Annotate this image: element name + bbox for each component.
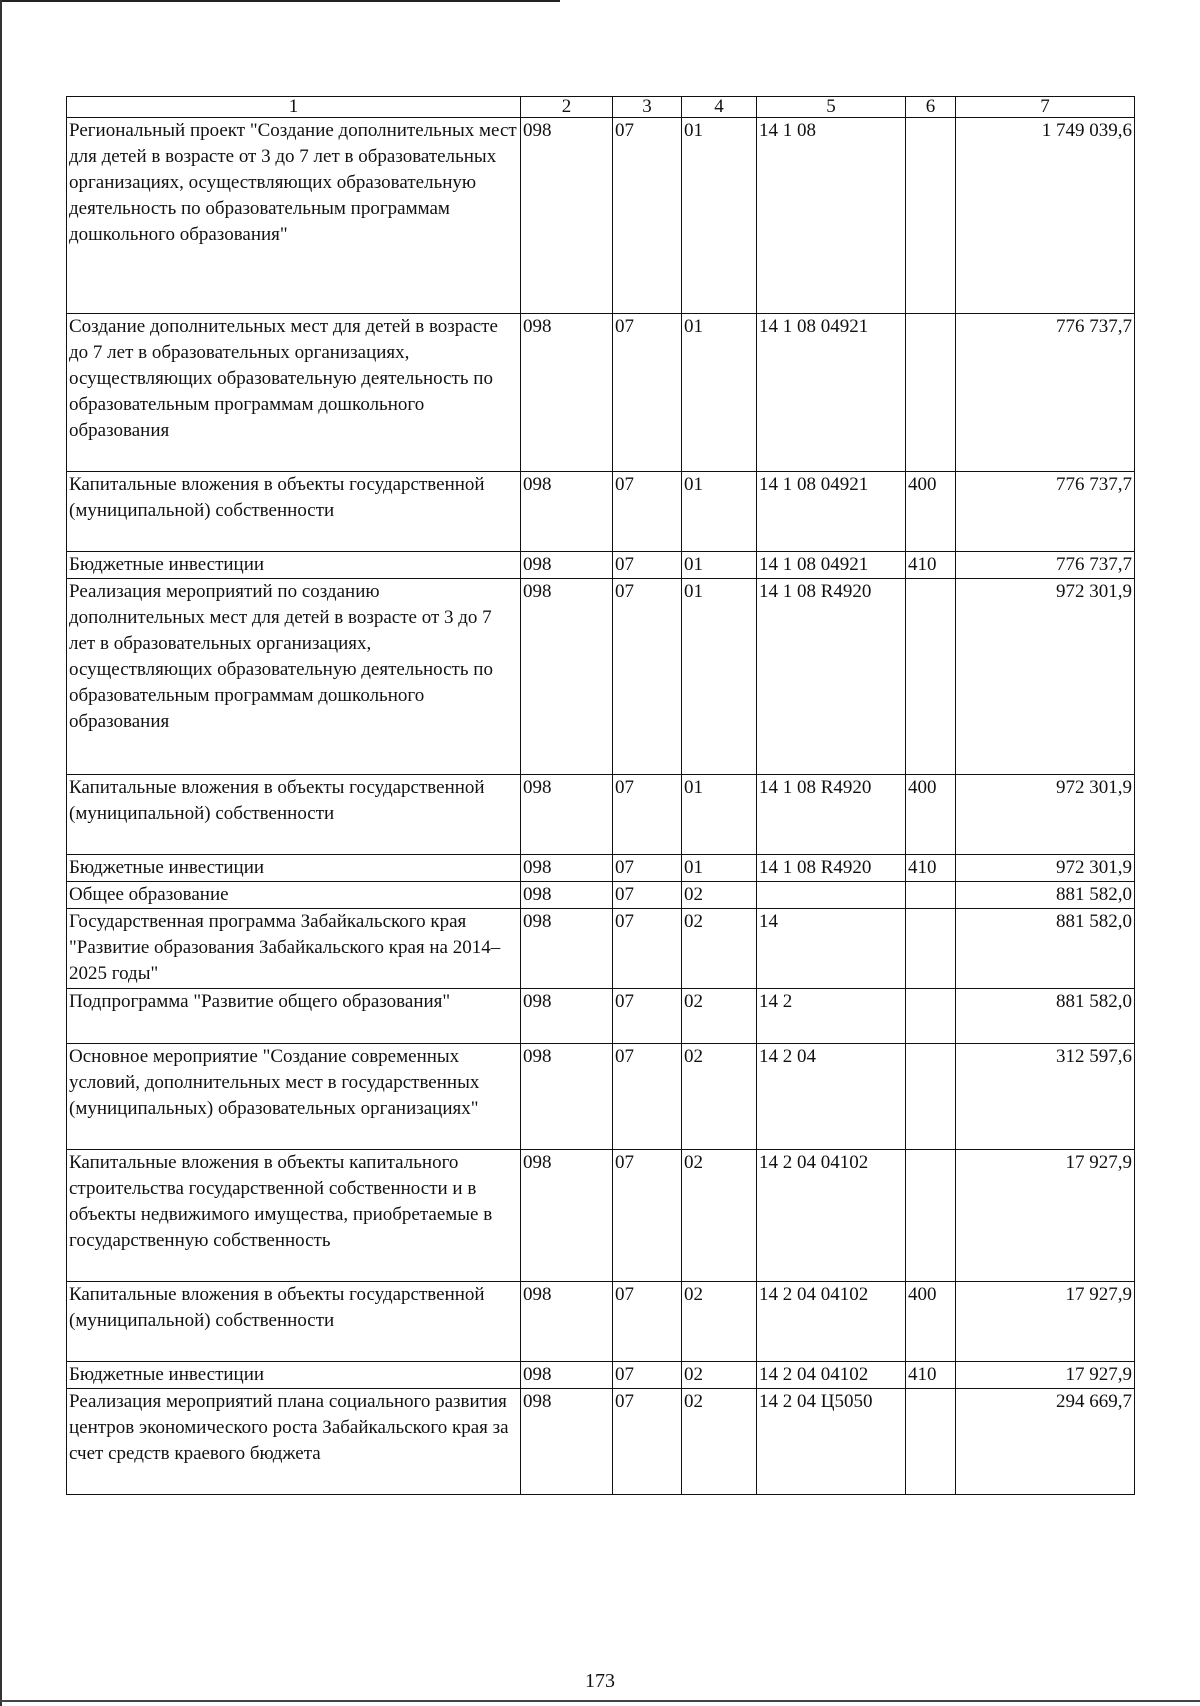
table-row — [67, 552, 1135, 579]
row-expense-type — [906, 989, 956, 1044]
row-target-article: 14 2 04 04102 — [757, 1282, 906, 1362]
row-section-code: 07 — [613, 989, 682, 1044]
row-expense-type: 410 — [906, 855, 956, 882]
row-expense-type — [906, 882, 956, 909]
row-name: Капитальные вложения в объекты государственной (муниципальной) собственности — [67, 775, 521, 855]
row-amount: 972 301,9 — [956, 775, 1135, 855]
row-name: Капитальные вложения в объекты государственной (муниципальной) собственности — [67, 472, 521, 552]
column-header: 6 — [906, 97, 956, 118]
row-target-article: 14 — [757, 909, 906, 989]
column-header: 2 — [521, 97, 613, 118]
row-name: Реализация мероприятий по созданию дополнительных мест для детей в возрасте от 3 до 7 лет в образовательных организациях, осуществляющих образовательную деятельность по образовательным программам дошкольного образования — [67, 579, 521, 775]
row-ministry-code: 098 — [521, 552, 613, 579]
row-ministry-code: 098 — [521, 472, 613, 552]
row-section-code: 07 — [613, 1150, 682, 1282]
row-target-article: 14 2 04 — [757, 1044, 906, 1150]
row-amount: 881 582,0 — [956, 989, 1135, 1044]
row-ministry-code: 098 — [521, 1362, 613, 1389]
row-subsection-code: 02 — [682, 1044, 757, 1150]
row-name: Капитальные вложения в объекты государственной (муниципальной) собственности — [67, 1282, 521, 1362]
table-row — [67, 472, 1135, 552]
row-section-code: 07 — [613, 472, 682, 552]
row-expense-type: 400 — [906, 472, 956, 552]
row-amount: 776 737,7 — [956, 552, 1135, 579]
row-name: Реализация мероприятий плана социального развития центров экономического роста Забайкальского края за счет средств краевого бюджета — [67, 1389, 521, 1495]
row-amount: 17 927,9 — [956, 1150, 1135, 1282]
row-ministry-code: 098 — [521, 909, 613, 989]
row-target-article: 14 2 04 04102 — [757, 1150, 906, 1282]
table-row — [67, 989, 1135, 1044]
table-row — [67, 1282, 1135, 1362]
column-header: 1 — [67, 97, 521, 118]
column-header: 5 — [757, 97, 906, 118]
scan-edge-left — [0, 0, 2, 1706]
table-row — [67, 855, 1135, 882]
row-name: Бюджетные инвестиции — [67, 855, 521, 882]
row-section-code: 07 — [613, 118, 682, 314]
row-section-code: 07 — [613, 775, 682, 855]
row-section-code: 07 — [613, 1389, 682, 1495]
row-subsection-code: 01 — [682, 472, 757, 552]
row-ministry-code: 098 — [521, 989, 613, 1044]
table-row — [67, 882, 1135, 909]
row-subsection-code: 01 — [682, 855, 757, 882]
row-section-code: 07 — [613, 882, 682, 909]
row-section-code: 07 — [613, 1282, 682, 1362]
row-name: Региональный проект "Создание дополнительных мест для детей в возрасте от 3 до 7 лет в образовательных организациях, осуществляющих образовательную деятельность по образовательным программам дошкольного образования" — [67, 118, 521, 314]
row-name: Государственная программа Забайкальского края "Развитие образования Забайкальского края на 2014–2025 годы" — [67, 909, 521, 989]
row-expense-type — [906, 118, 956, 314]
table-header-row — [67, 97, 1135, 118]
table-row — [67, 579, 1135, 775]
row-name: Капитальные вложения в объекты капитального строительства государственной собственности и в объекты недвижимого имущества, приобретаемые в государственную собственность — [67, 1150, 521, 1282]
row-ministry-code: 098 — [521, 118, 613, 314]
row-section-code: 07 — [613, 855, 682, 882]
row-expense-type: 400 — [906, 1282, 956, 1362]
row-subsection-code: 02 — [682, 989, 757, 1044]
row-target-article: 14 1 08 04921 — [757, 314, 906, 472]
row-target-article: 14 1 08 04921 — [757, 472, 906, 552]
table-row — [67, 1044, 1135, 1150]
row-section-code: 07 — [613, 1044, 682, 1150]
row-target-article: 14 1 08 R4920 — [757, 579, 906, 775]
page-number: 173 — [585, 1670, 615, 1692]
row-target-article — [757, 882, 906, 909]
table-row — [67, 1362, 1135, 1389]
row-subsection-code: 02 — [682, 1282, 757, 1362]
row-name: Основное мероприятие "Создание современных условий, дополнительных мест в государственных (муниципальных) образовательных организациях" — [67, 1044, 521, 1150]
row-amount: 312 597,6 — [956, 1044, 1135, 1150]
row-expense-type — [906, 1150, 956, 1282]
row-amount: 17 927,9 — [956, 1362, 1135, 1389]
row-expense-type — [906, 579, 956, 775]
row-target-article: 14 2 04 Ц5050 — [757, 1389, 906, 1495]
row-ministry-code: 098 — [521, 314, 613, 472]
budget-table — [66, 96, 1135, 1495]
row-ministry-code: 098 — [521, 882, 613, 909]
row-expense-type — [906, 314, 956, 472]
row-ministry-code: 098 — [521, 855, 613, 882]
row-amount: 294 669,7 — [956, 1389, 1135, 1495]
row-subsection-code: 02 — [682, 1150, 757, 1282]
row-amount: 17 927,9 — [956, 1282, 1135, 1362]
table-row — [67, 118, 1135, 314]
scan-edge-top — [0, 0, 560, 2]
row-target-article: 14 2 — [757, 989, 906, 1044]
column-header: 4 — [682, 97, 757, 118]
row-expense-type — [906, 1389, 956, 1495]
row-ministry-code: 098 — [521, 1044, 613, 1150]
row-subsection-code: 02 — [682, 882, 757, 909]
row-section-code: 07 — [613, 1362, 682, 1389]
row-expense-type: 410 — [906, 552, 956, 579]
row-target-article: 14 2 04 04102 — [757, 1362, 906, 1389]
row-ministry-code: 098 — [521, 775, 613, 855]
row-subsection-code: 01 — [682, 552, 757, 579]
column-header: 7 — [956, 97, 1135, 118]
row-subsection-code: 02 — [682, 1389, 757, 1495]
row-expense-type: 400 — [906, 775, 956, 855]
row-ministry-code: 098 — [521, 1389, 613, 1495]
table-row — [67, 1150, 1135, 1282]
row-amount: 1 749 039,6 — [956, 118, 1135, 314]
row-subsection-code: 01 — [682, 314, 757, 472]
row-name: Общее образование — [67, 882, 521, 909]
row-section-code: 07 — [613, 579, 682, 775]
row-ministry-code: 098 — [521, 1150, 613, 1282]
row-name: Подпрограмма "Развитие общего образования" — [67, 989, 521, 1044]
row-amount: 972 301,9 — [956, 579, 1135, 775]
row-section-code: 07 — [613, 552, 682, 579]
column-header: 3 — [613, 97, 682, 118]
row-target-article: 14 1 08 R4920 — [757, 775, 906, 855]
row-ministry-code: 098 — [521, 579, 613, 775]
table-row — [67, 909, 1135, 989]
row-section-code: 07 — [613, 314, 682, 472]
row-amount: 881 582,0 — [956, 882, 1135, 909]
row-amount: 881 582,0 — [956, 909, 1135, 989]
row-expense-type — [906, 909, 956, 989]
row-name: Бюджетные инвестиции — [67, 1362, 521, 1389]
row-subsection-code: 01 — [682, 775, 757, 855]
row-ministry-code: 098 — [521, 1282, 613, 1362]
scan-edge-bottom — [0, 1700, 1200, 1702]
row-subsection-code: 01 — [682, 118, 757, 314]
row-target-article: 14 1 08 — [757, 118, 906, 314]
row-subsection-code: 02 — [682, 1362, 757, 1389]
row-target-article: 14 1 08 04921 — [757, 552, 906, 579]
row-subsection-code: 02 — [682, 909, 757, 989]
row-amount: 776 737,7 — [956, 314, 1135, 472]
row-section-code: 07 — [613, 909, 682, 989]
row-target-article: 14 1 08 R4920 — [757, 855, 906, 882]
row-expense-type — [906, 1044, 956, 1150]
row-name: Бюджетные инвестиции — [67, 552, 521, 579]
row-name: Создание дополнительных мест для детей в возрасте до 7 лет в образовательных организациях, осуществляющих образовательную деятельность по образовательным программам дошкольного образования — [67, 314, 521, 472]
table-row — [67, 775, 1135, 855]
table-row — [67, 314, 1135, 472]
row-amount: 776 737,7 — [956, 472, 1135, 552]
row-expense-type: 410 — [906, 1362, 956, 1389]
row-subsection-code: 01 — [682, 579, 757, 775]
table-row — [67, 1389, 1135, 1495]
row-amount: 972 301,9 — [956, 855, 1135, 882]
